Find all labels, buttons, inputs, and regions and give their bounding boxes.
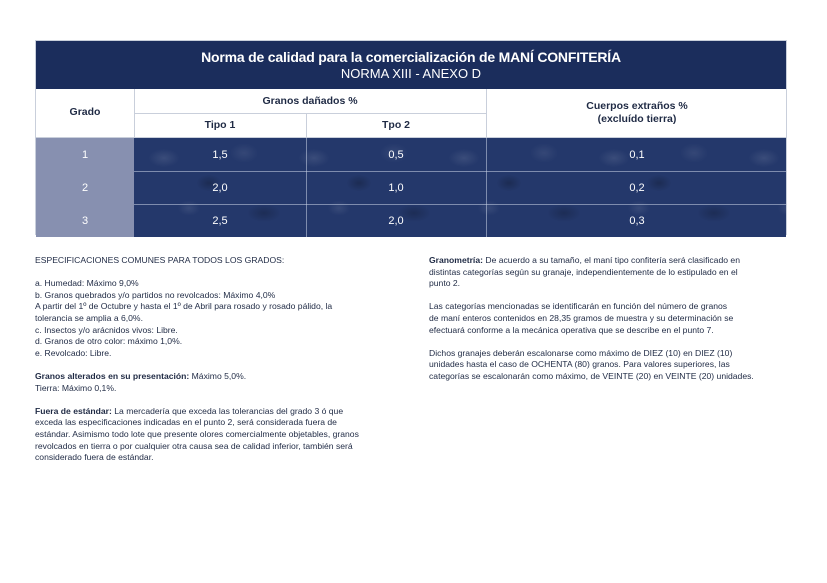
- granometria-text: punto 2.: [429, 278, 461, 289]
- header-cuerpos-extranos: Cuerpos extraños %: [586, 100, 688, 112]
- granajes-text: Dichos granajes deberán escalonarse como máximo de DIEZ (10) en DIEZ (10): [429, 347, 733, 358]
- cell-grado: 3: [36, 204, 134, 237]
- fuera-text: La mercadería que exceda las tolerancias del grado 3 ó que: [111, 405, 344, 416]
- table-row: [36, 171, 786, 204]
- granometria-line: [429, 255, 787, 267]
- spec-item: d. Granos de otro color: máximo 1,0%.: [35, 336, 183, 347]
- column-headers: [36, 89, 786, 138]
- alterados-label: Granos alterados en su presentación:: [35, 370, 190, 381]
- spec-item: c. Insectos y/o arácnidos vivos: Libre.: [35, 324, 178, 335]
- cell-tipo1: 2,0: [212, 181, 228, 194]
- cell-cuerpos: 0,2: [629, 181, 645, 194]
- header-tipo1: Tipo 1: [204, 119, 236, 131]
- fuera-text: revolcados en tierra o por cualquier otra causa sea de calidad inferior, también será: [35, 440, 353, 451]
- header-tipo2: Tpo 2: [382, 119, 410, 131]
- spec-item: A partir del 1º de Octubre y hasta el 1º de Abril para rosado y rosado pálido, la: [35, 301, 333, 312]
- cell-tipo2: 0,5: [388, 148, 404, 161]
- spec-title: ESPECIFICACIONES COMUNES PARA TODOS LOS GRADOS:: [35, 255, 285, 265]
- categorias-text: de maní enteros contenidos en 28,35 gramos de muestra y su determinación se: [429, 312, 734, 323]
- header-granos-danados: Granos dañados %: [262, 95, 358, 107]
- table-title: Norma de calidad para la comercialización de MANÍ CONFITERÍA: [201, 49, 621, 65]
- categorias-text: efectuará conforme a la mecánica operativa que se describe en el punto 7.: [429, 324, 714, 335]
- cell-grado: 2: [36, 171, 134, 204]
- granajes-text: categorías se escalonarán como máximo, de VEINTE (20) en VEINTE (20) unidades.: [429, 370, 754, 381]
- cell-tipo2: 2,0: [388, 214, 404, 227]
- tierra-line: Tierra: Máximo 0,1%.: [35, 382, 117, 393]
- table-body: [36, 138, 786, 237]
- right-notes: [429, 255, 787, 383]
- granometria-text: De acuerdo a su tamaño, el maní tipo confitería será clasificado en: [482, 255, 740, 265]
- spec-item: a. Humedad: Máximo 9,0%: [35, 278, 139, 289]
- spec-item: b. Granos quebrados y/o partidos no revolcados: Máximo 4,0%: [35, 289, 276, 300]
- table-row: [36, 204, 786, 237]
- fuera-line: [35, 406, 405, 418]
- cell-cuerpos: 0,3: [629, 214, 645, 227]
- spec-item: e. Revolcado: Libre.: [35, 347, 112, 358]
- divider: [134, 113, 486, 114]
- table-subtitle: NORMA XIII - ANEXO D: [340, 66, 482, 81]
- table-header: [36, 41, 786, 89]
- table-row: [36, 138, 786, 171]
- alterados-value: Máximo 5,0%.: [189, 370, 247, 381]
- left-notes: [35, 255, 405, 464]
- fuera-text: estándar. Asimismo todo lote que presente olores comercialmente objetables, granos: [35, 428, 359, 439]
- granometria-text: distintas categorías según su granaje, independientemente de lo estipulado en el: [429, 266, 738, 277]
- cell-tipo1: 1,5: [212, 148, 228, 161]
- granometria-label: Granometría:: [429, 255, 483, 265]
- cell-cuerpos: 0,1: [629, 148, 645, 161]
- alterados-line: [35, 371, 405, 383]
- categorias-text: Las categorías mencionadas se identificarán en función del número de granos: [429, 301, 728, 312]
- quality-table: [35, 40, 787, 235]
- fuera-text: considerado fuera de estándar.: [35, 452, 154, 463]
- header-grado: Grado: [69, 106, 101, 118]
- spec-item: tolerancia se amplia a 6,0%.: [35, 312, 143, 323]
- cell-tipo2: 1,0: [388, 181, 404, 194]
- granajes-text: unidades hasta el caso de OCHENTA (80) granos. Para valores superiores, las: [429, 359, 730, 370]
- cell-tipo1: 2,5: [212, 214, 228, 227]
- cell-grado: 1: [36, 138, 134, 171]
- fuera-label: Fuera de estándar:: [35, 405, 112, 416]
- header-cuerpos-extranos-note: (excluído tierra): [597, 113, 677, 125]
- fuera-text: exceda las especificaciones indicadas en el punto 2, será considerada fuera de: [35, 417, 337, 428]
